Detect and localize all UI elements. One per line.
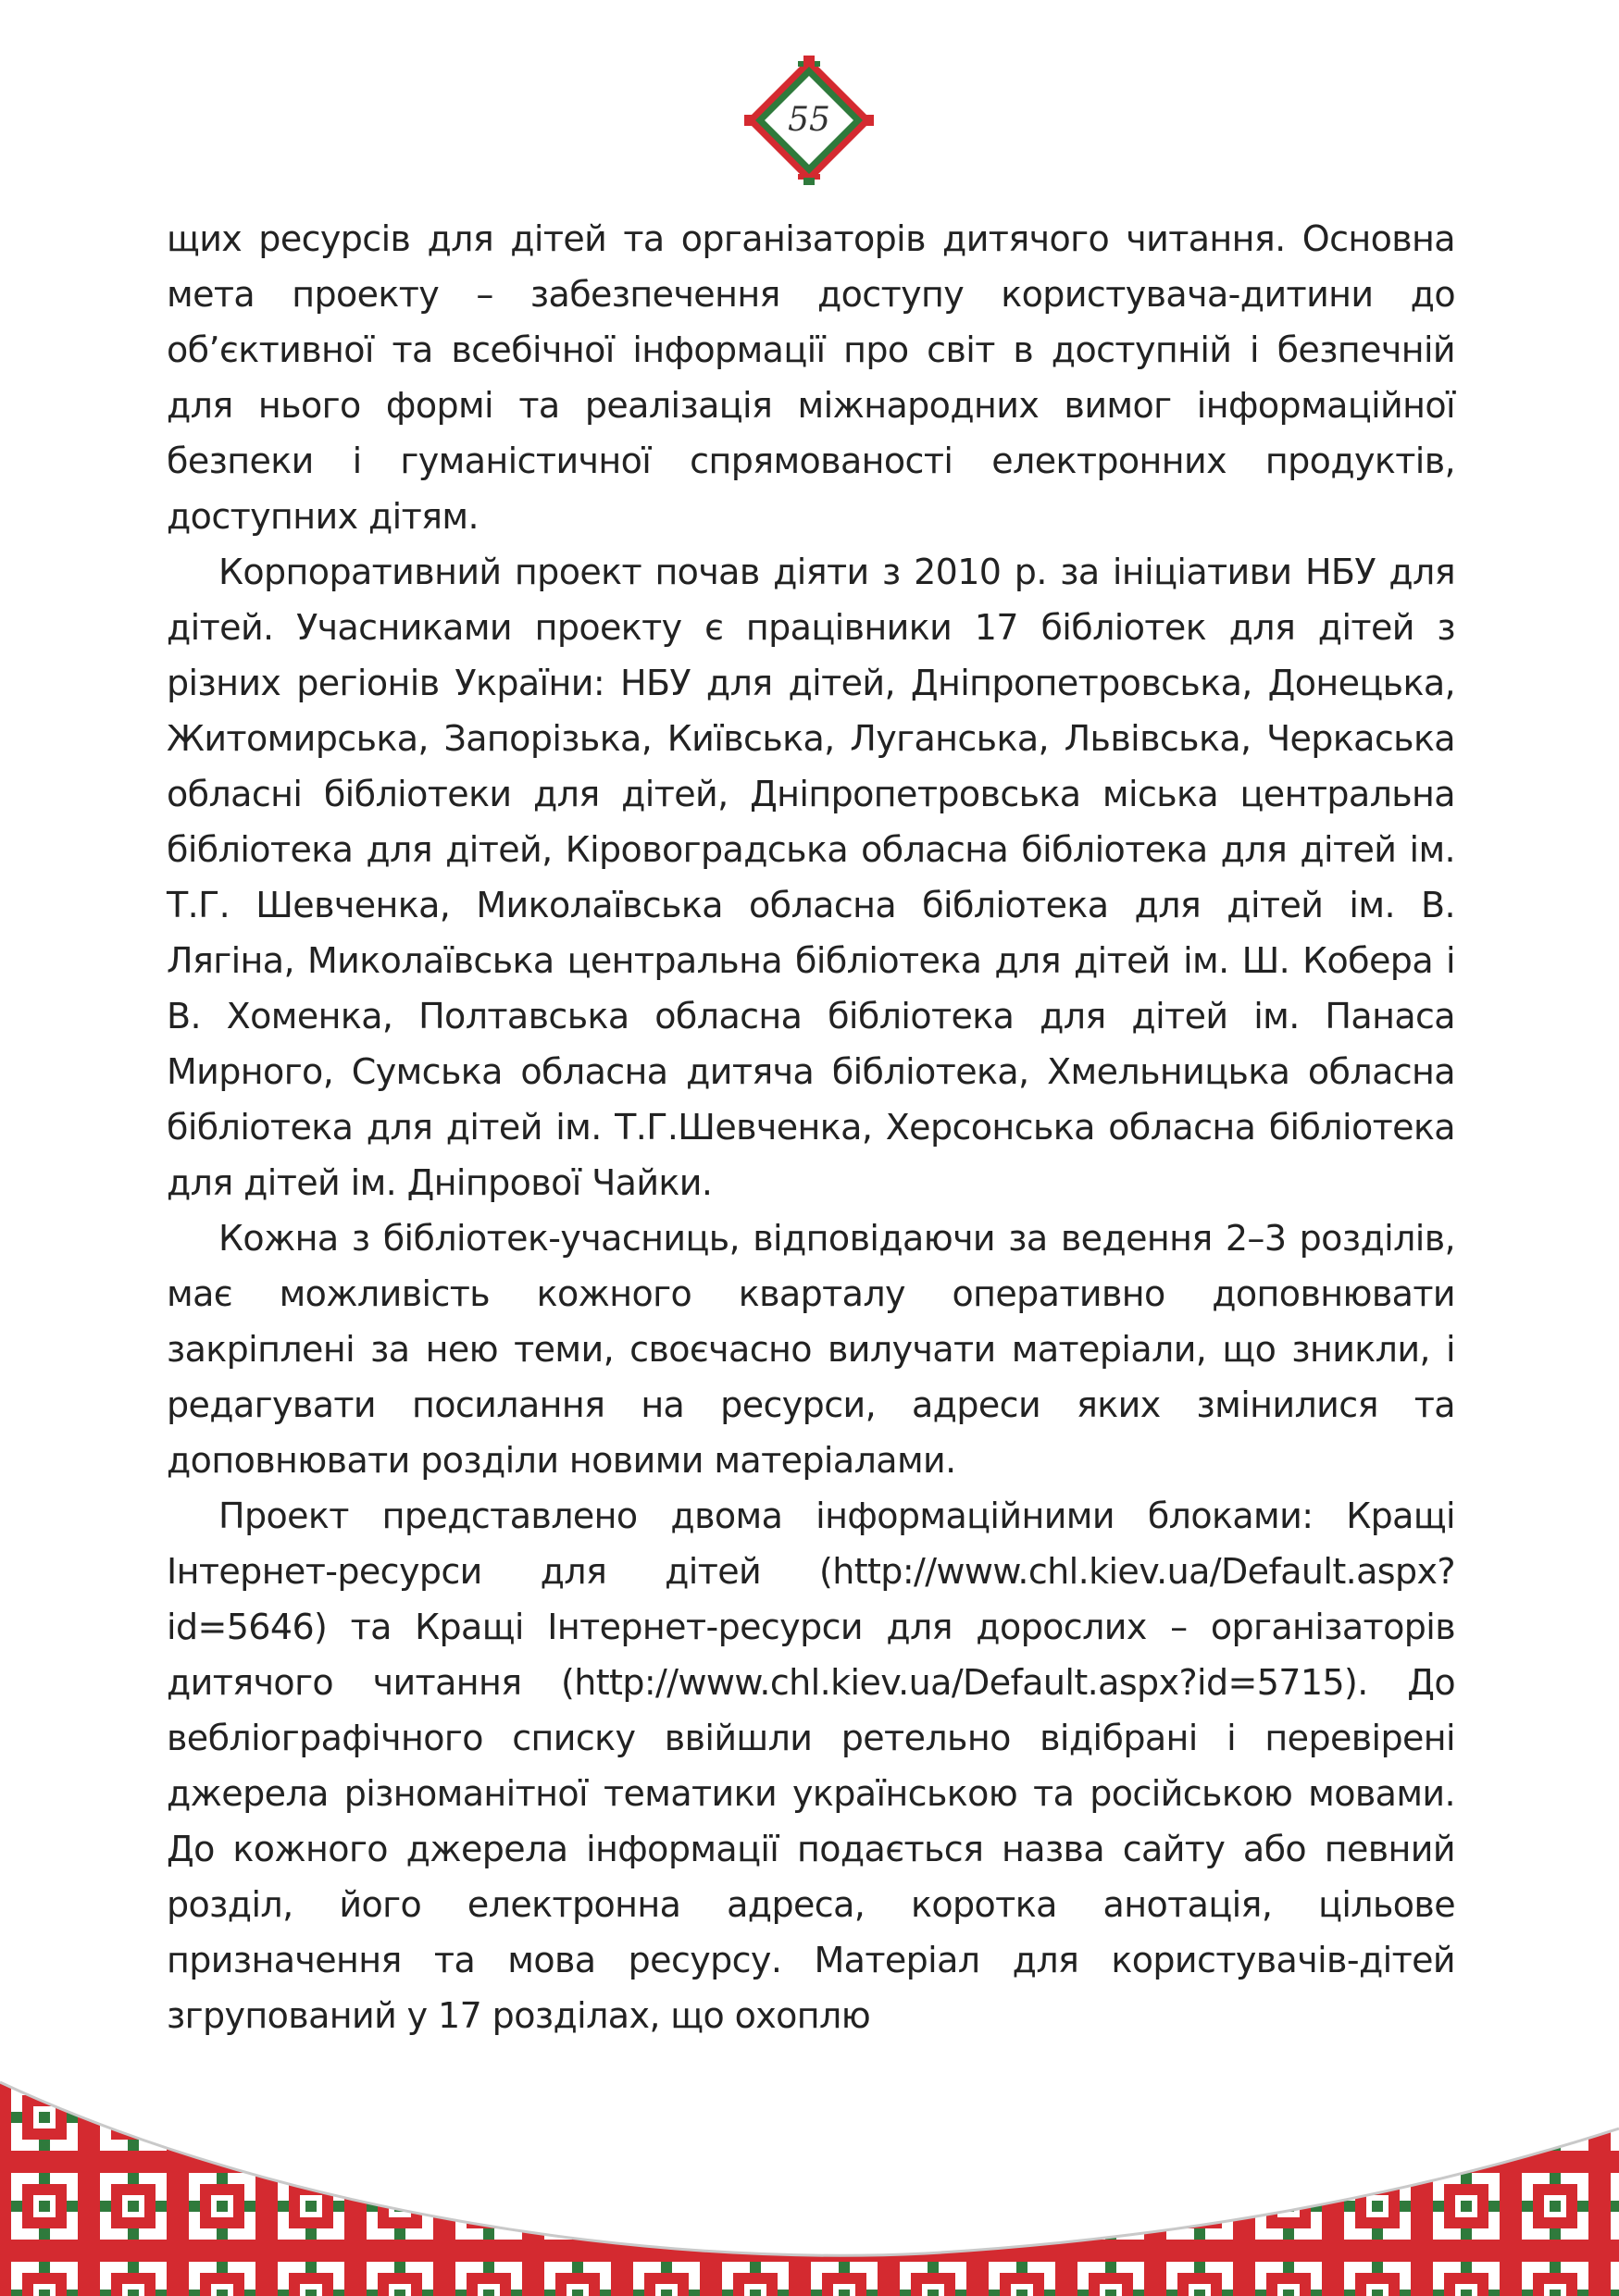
paragraph: щих ресурсів для дітей та організаторів дитячого читання. Основна мета проекту – забезпечення доступу користувача-дитини до об’єктивної та всебічної інформації про світ в доступній і безпечній для нього формі та реалізація міжнародних вимог інформаційної безпеки і гуманістичної спрямованості електронних продуктів, доступних дітям.	[167, 218, 1455, 537]
paragraph: Кожна з бібліотек-учасниць, відповідаючи за ведення 2–3 розділів, має можливість кожного кварталу оперативно доповнювати закріплені за нею теми, своєчасно вилучати матеріали, що зникли, і редагувати посилання на ресурси, адреси яких змінилися та доповнювати розділи новими матеріалами.	[167, 1218, 1455, 1481]
page-number-ornament	[744, 56, 874, 185]
paragraph: Проект представлено двома інформаційними блоками: Кращі Інтернет-ресурси для дітей (http://www.chl.kiev.ua/Default.aspx?id=5646) та Кращі Інтернет-ресурси для дорослих – організаторів дитячого читання (http://www.chl.kiev.ua/Default.aspx?id=5715). До вебліографічного списку ввійшли ретельно відібрані і перевірені джерела різноманітної тематики українською та російською мовами. До кожного джерела інформації подається назва сайту або певний розділ, його електронна адреса, коротка анотація, цільове призначення та мова ресурсу. Матеріал для користувачів-дітей згрупований у 17 розділах, що охоплю	[167, 1496, 1455, 2036]
footer-embroidery-ornament	[0, 2073, 1619, 2296]
embroidery-pattern-icon	[0, 2073, 1619, 2296]
paragraph: Корпоративний проект почав діяти з 2010 р. за ініціативи НБУ для дітей. Учасниками проекту є працівники 17 бібліотек для дітей з різних регіонів України: НБУ для дітей, Дніпропетровська, Донецька, Житомирська, Запорізька, Київська, Луганська, Львівська, Черкаська обласні бібліотеки для дітей, Дніпропетровська міська центральна бібліотека для дітей, Кіровоградська обласна бібліотека для дітей ім. Т.Г. Шевченка, Миколаївська обласна бібліотека для дітей ім. В. Лягіна, Миколаївська центральна бібліотека для дітей ім. Ш. Кобера і В. Хоменка, Полтавська обласна бібліотека для дітей ім. Панаса Мирного, Сумська обласна дитяча бібліотека, Хмельницька обласна бібліотека для дітей ім. Т.Г.Шевченка, Херсонська обласна бібліотека для дітей ім. Дніпрової Чайки.	[167, 552, 1455, 1203]
body-text	[167, 211, 1455, 2043]
page-number: 55	[788, 101, 830, 139]
